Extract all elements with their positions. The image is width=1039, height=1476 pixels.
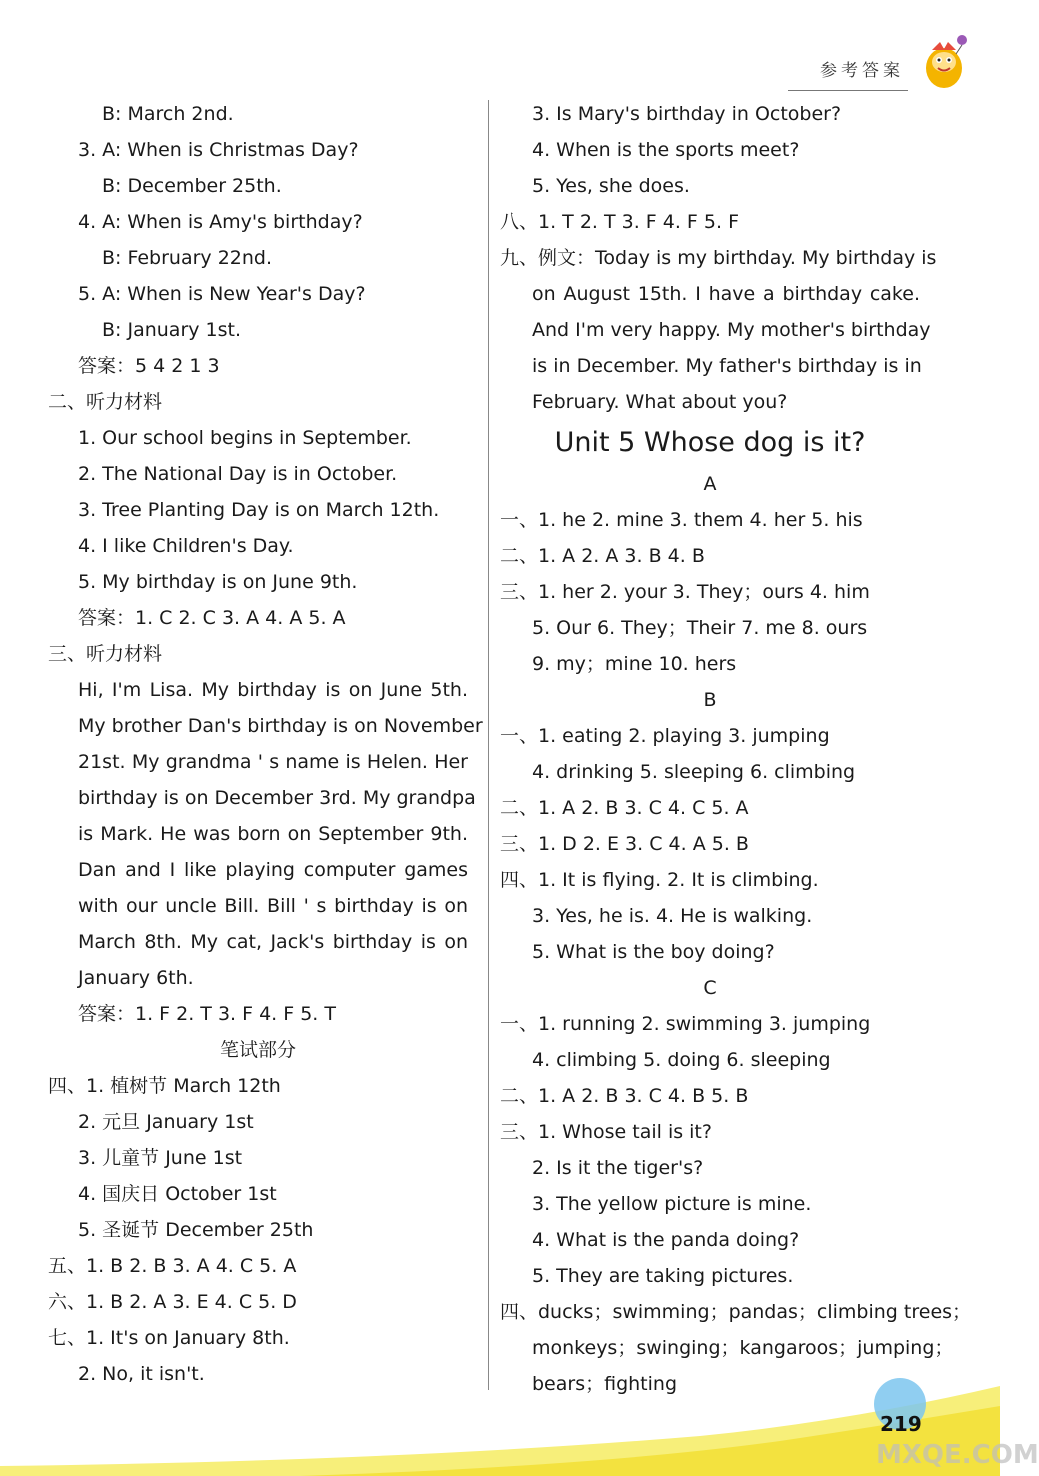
answer-line: 5. 圣诞节 December 25th [78, 1219, 314, 1241]
answer-line: And I'm very happy. My mother's birthday [532, 319, 931, 341]
answer-line: 四、1. 植树节 March 12th [48, 1075, 281, 1097]
answer-line: 9. my；mine 10. hers [532, 653, 737, 675]
answer-line: 3. Yes, he is. 4. He is walking. [532, 905, 813, 927]
answer-line: 六、1. B 2. A 3. E 4. C 5. D [48, 1291, 297, 1313]
answer-line: 3. The yellow picture is mine. [532, 1193, 812, 1215]
answer-line: 二、1. A 2. A 3. B 4. B [500, 545, 705, 567]
answer-line: birthday is on December 3rd. My grandpa [78, 787, 476, 809]
answer-line: 4. A: When is Amy's birthday? [78, 211, 363, 233]
answer-line: 2. 元旦 January 1st [78, 1111, 254, 1133]
section-label: 笔试部分 [219, 1039, 296, 1061]
answer-line: 3. Tree Planting Day is on March 12th. [78, 499, 440, 521]
answer-line: 3. 儿童节 June 1st [78, 1147, 243, 1169]
answer-line: 三、1. her 2. your 3. They；ours 4. him [500, 581, 870, 603]
answer-line: February. What about you? [532, 391, 788, 413]
answer-line: My brother Dan's birthday is on November [78, 715, 483, 737]
answer-line: 2. The National Day is in October. [78, 463, 398, 485]
answer-line: 八、1. T 2. T 3. F 4. F 5. F [500, 211, 739, 233]
footer-decoration [0, 1366, 1000, 1476]
answer-line: 5. A: When is New Year's Day? [78, 283, 366, 305]
answer-line: 5. They are taking pictures. [532, 1265, 794, 1287]
answer-line: with our uncle Bill. Bill ' s birthday is on [78, 895, 468, 917]
answer-line: on August 15th. I have a birthday cake. [532, 283, 920, 305]
answer-line: 九、例文：Today is my birthday. My birthday is [500, 247, 937, 269]
answer-line: 5. What is the boy doing? [532, 941, 775, 963]
answer-line: 2. Is it the tiger's? [532, 1157, 704, 1179]
section-label: A [703, 473, 717, 495]
answer-line: monkeys；swinging；kangaroos；jumping； [532, 1337, 954, 1359]
answer-line: B: January 1st. [102, 319, 242, 341]
answer-line: 4. 国庆日 October 1st [78, 1183, 277, 1205]
answer-line: March 8th. My cat, Jack's birthday is on [78, 931, 468, 953]
answer-line: bears；fighting [532, 1373, 678, 1395]
answer-line: 3. Is Mary's birthday in October? [532, 103, 842, 125]
answer-line: 一、1. eating 2. playing 3. jumping [500, 725, 830, 747]
section-label: B [703, 689, 717, 711]
answer-line: 4. I like Children's Day. [78, 535, 294, 557]
answer-line: 二、1. A 2. B 3. C 4. C 5. A [500, 797, 749, 819]
answer-line: Dan and I like playing computer games [78, 859, 468, 881]
answer-line: 21st. My grandma ' s name is Helen. Her [78, 751, 468, 773]
answer-line: 5. Our 6. They；Their 7. me 8. ours [532, 617, 868, 639]
answer-line: 二、听力材料 [48, 391, 163, 413]
answer-line: 答案：5 4 2 1 3 [78, 355, 220, 377]
answer-line: Hi, I'm Lisa. My birthday is on June 5th. [78, 679, 468, 701]
answer-line: 四、1. It is flying. 2. It is climbing. [500, 869, 819, 891]
answer-line: 4. climbing 5. doing 6. sleeping [532, 1049, 831, 1071]
answer-line: 答案：1. C 2. C 3. A 4. A 5. A [78, 607, 346, 629]
answer-line: B: December 25th. [102, 175, 282, 197]
answer-line: 三、听力材料 [48, 643, 163, 665]
answer-line: 2. No, it isn't. [78, 1363, 205, 1385]
answer-line: 二、1. A 2. B 3. C 4. B 5. B [500, 1085, 749, 1107]
answer-line: 答案：1. F 2. T 3. F 4. F 5. T [78, 1003, 336, 1025]
unit-title: Unit 5 Whose dog is it? [554, 427, 866, 458]
answer-line: 一、1. he 2. mine 3. them 4. her 5. his [500, 509, 863, 531]
answer-line: is Mark. He was born on September 9th. [78, 823, 468, 845]
answer-line: 七、1. It's on January 8th. [48, 1327, 290, 1349]
answer-line: 三、1. D 2. E 3. C 4. A 5. B [500, 833, 749, 855]
left-column [48, 96, 483, 1392]
header-title: 参考答案 [820, 61, 904, 81]
answer-line: is in December. My father's birthday is in [532, 355, 922, 377]
right-column [500, 96, 972, 1402]
answer-line: 5. Yes, she does. [532, 175, 690, 197]
answer-line: 一、1. running 2. swimming 3. jumping [500, 1013, 871, 1035]
answer-line: 三、1. Whose tail is it? [500, 1121, 712, 1143]
answer-line: 1. Our school begins in September. [78, 427, 412, 449]
watermark: MXQE.COM [876, 1440, 1039, 1470]
answer-line: B: March 2nd. [102, 103, 234, 125]
answer-line: 四、ducks；swimming；pandas；climbing trees； [500, 1301, 972, 1323]
answer-line: 五、1. B 2. B 3. A 4. C 5. A [48, 1255, 297, 1277]
section-label: C [703, 977, 717, 999]
column-divider [488, 100, 489, 1390]
answer-line: 4. When is the sports meet? [532, 139, 800, 161]
answer-line: January 6th. [78, 967, 194, 989]
answer-line: 4. drinking 5. sleeping 6. climbing [532, 761, 856, 783]
mascot-icon [918, 32, 970, 94]
page-number: 219 [880, 1412, 922, 1436]
answer-line: B: February 22nd. [102, 247, 273, 269]
answer-line: 5. My birthday is on June 9th. [78, 571, 358, 593]
answer-line: 3. A: When is Christmas Day? [78, 139, 359, 161]
answer-line: 4. What is the panda doing? [532, 1229, 800, 1251]
header-rule [788, 90, 908, 91]
